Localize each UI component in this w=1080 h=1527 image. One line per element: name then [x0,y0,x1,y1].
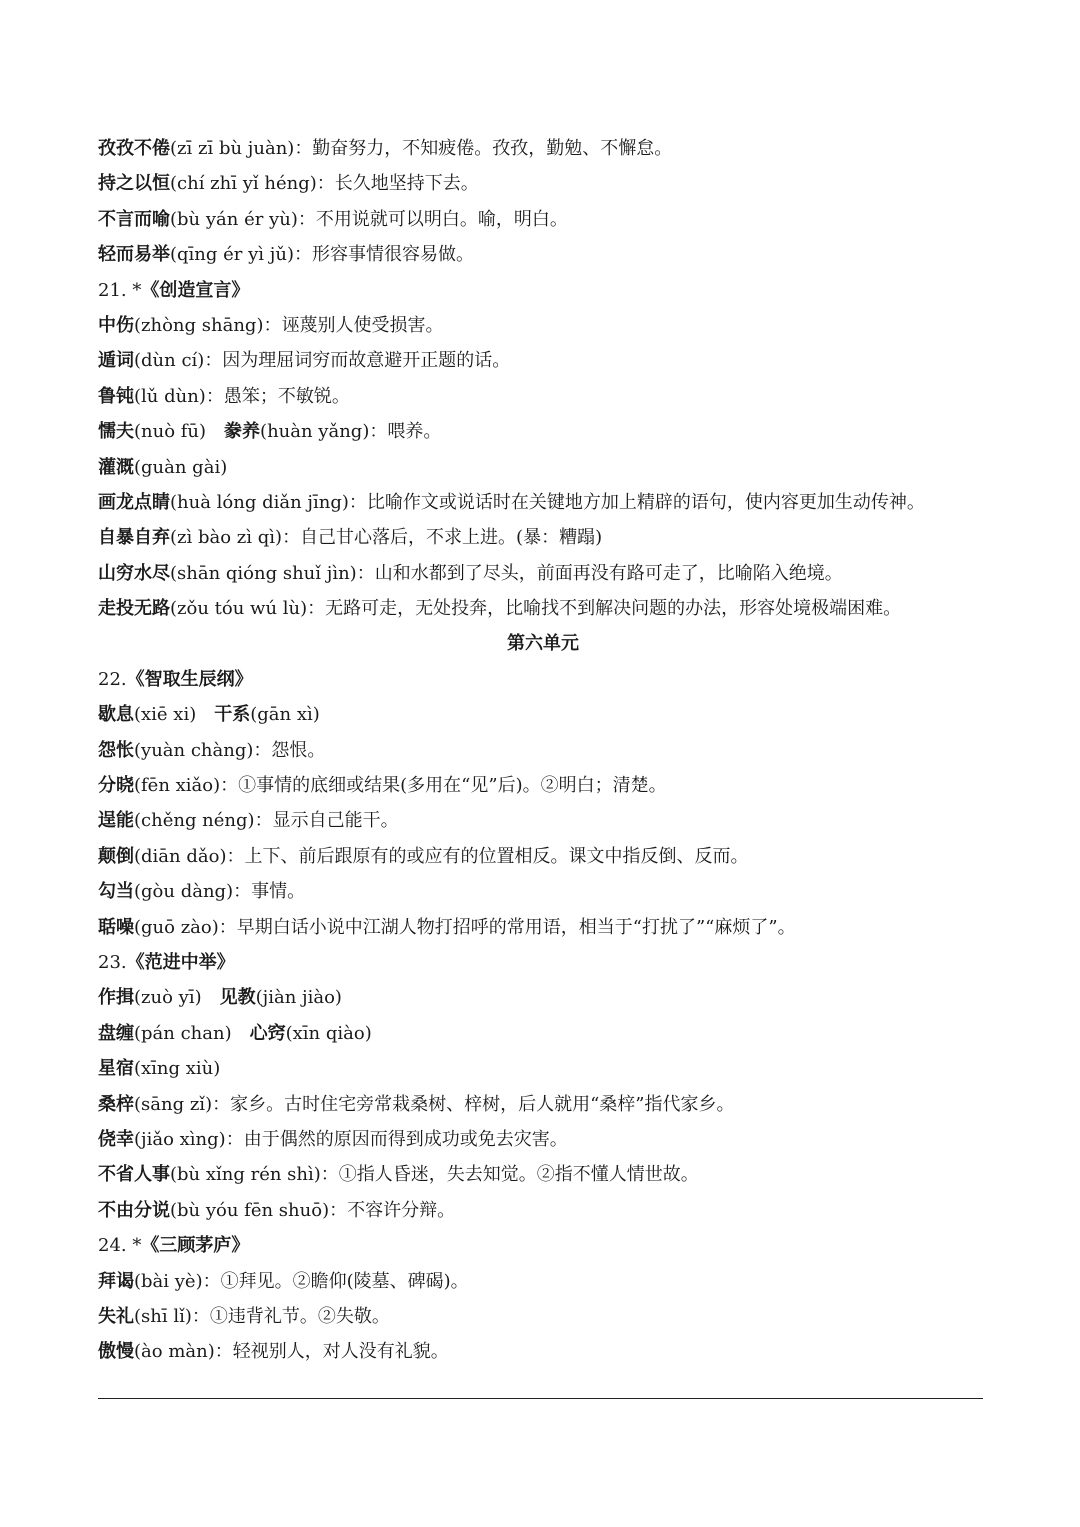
vocab-entry [98,414,988,449]
lesson-heading [98,273,988,308]
vocab-pinyin: (guàn gài) [134,456,228,478]
vocab-pinyin: (guō zào) [134,916,219,938]
vocab-pinyin: (sāng zǐ) [134,1093,213,1115]
vocab-entry [98,591,988,626]
vocab-term: 画龙点睛 [98,491,170,513]
vocab-term: 不言而喻 [98,208,170,230]
vocab-pinyin: (qīng ér yì jǔ) [170,244,294,266]
vocab-entry [98,450,988,485]
vocab-definition: ：事情。 [233,881,306,903]
vocab-pinyin: (fēn xiǎo) [134,775,221,797]
vocab-entry [98,1299,988,1334]
lesson-number: 21. * [98,279,142,301]
vocab-term: 星宿 [98,1058,134,1080]
vocab-pinyin: (xīng xiù) [134,1058,221,1080]
vocab-pinyin: (shī lǐ) [134,1305,192,1327]
vocab-pinyin: (gān xì) [250,704,320,726]
lesson-title: 《三顾茅庐》 [141,1235,250,1257]
vocab-entry [98,379,988,414]
vocab-entry [98,1157,988,1192]
vocab-pinyin: (nuò fū) [134,421,207,443]
vocab-term: 分晓 [98,775,134,797]
vocab-entry [98,1016,988,1051]
vocab-definition: ：喂养。 [369,421,442,443]
vocab-entry [98,980,988,1015]
vocab-pinyin: (jiàn jiào) [255,987,342,1009]
vocab-pinyin: (pán chan) [134,1022,232,1044]
vocab-definition: ：由于偶然的原因而得到成功或免去灾害。 [225,1128,568,1150]
vocab-term: 豢养 [224,421,261,443]
vocab-entry [98,308,988,343]
vocab-term: 聒噪 [98,916,134,938]
vocab-pinyin: (lǔ dùn) [134,385,206,407]
vocab-term: 鲁钝 [98,385,134,407]
lesson-title: 《创造宣言》 [141,279,250,301]
vocab-entry [98,202,988,237]
vocab-pinyin: (diān dǎo) [134,845,227,867]
vocab-term: 心窍 [249,1022,286,1044]
vocab-pinyin: (dùn cí) [134,350,205,372]
vocab-definition: ：上下、前后跟原有的或应有的位置相反。课文中指反倒、反而。 [226,845,749,867]
vocab-term: 拜谒 [98,1270,134,1292]
vocab-definition: ：诬蔑别人使受损害。 [263,314,444,336]
vocab-definition: ：①事情的底细或结果(多用在“见”后)。②明白；清楚。 [220,775,667,797]
vocab-term: 干系 [214,704,251,726]
vocab-term: 作揖 [98,987,134,1009]
unit-heading: 第六单元 [507,633,579,655]
document-body [98,131,988,1370]
vocab-term: 轻而易举 [98,244,170,266]
vocab-pinyin: (bù yán ér yù) [170,208,298,230]
vocab-entry [98,697,988,732]
vocab-entry [98,556,988,591]
vocab-definition: ：因为理屈词穷而故意避开正题的话。 [204,350,511,372]
vocab-pinyin: (bài yè) [134,1270,203,1292]
vocab-definition: ：无路可走，无处投奔，比喻找不到解决问题的办法，形容处境极端困难。 [307,598,902,620]
vocab-pinyin: (zì bào zì qì) [170,527,283,549]
vocab-pinyin: (huà lóng diǎn jīng) [170,491,349,513]
vocab-pinyin: (xiē xi) [134,704,197,726]
vocab-term: 盘缠 [98,1022,134,1044]
vocab-entry [98,1051,988,1086]
vocab-definition: ：长久地坚持下去。 [316,173,479,195]
vocab-definition: ：愚笨；不敏锐。 [205,385,350,407]
vocab-entry [98,803,988,838]
vocab-definition: ：轻视别人，对人没有礼貌。 [214,1341,449,1363]
vocab-pinyin: (shān qióng shuǐ jìn) [170,562,357,584]
vocab-term: 勾当 [98,881,134,903]
lesson-heading [98,1228,988,1263]
vocab-term: 不由分说 [98,1199,170,1221]
vocab-term: 桑梓 [98,1093,134,1115]
vocab-definition: ：①违背礼节。②失敬。 [191,1305,390,1327]
vocab-entry [98,131,988,166]
vocab-pinyin: (zǒu tóu wú lù) [170,598,308,620]
vocab-entry [98,166,988,201]
vocab-entry [98,910,988,945]
lesson-number: 23. [98,951,127,973]
vocab-term: 怨怅 [98,739,134,761]
vocab-entry [98,237,988,272]
vocab-pinyin: (chěng néng) [134,810,255,832]
vocab-definition: ：勤奋努力，不知疲倦。孜孜，勤勉、不懈怠。 [294,138,673,159]
vocab-pinyin: (gòu dàng) [134,881,234,903]
vocab-entry [98,874,988,909]
vocab-pinyin: (yuàn chàng) [134,739,254,761]
vocab-term: 山穷水尽 [98,562,170,584]
vocab-term: 自暴自弃 [98,527,170,549]
vocab-pinyin: (chí zhī yǐ héng) [170,173,317,195]
vocab-entry [98,1264,988,1299]
lesson-number: 24. * [98,1235,142,1257]
vocab-entry [98,343,988,378]
vocab-definition: ：显示自己能干。 [254,810,399,832]
lesson-title: 《范进中举》 [126,951,235,973]
lesson-title: 《智取生辰纲》 [126,668,253,690]
vocab-term: 中伤 [98,314,134,336]
vocab-pinyin: (zuò yī) [134,987,202,1009]
vocab-entry [98,1087,988,1122]
vocab-definition: ：早期白话小说中江湖人物打招呼的常用语，相当于“打扰了”“麻烦了”。 [218,916,796,938]
lesson-heading [98,945,988,980]
vocab-term: 颠倒 [98,845,134,867]
vocab-pinyin: (zī zī bù juàn) [170,138,295,159]
vocab-definition: ：自己甘心落后，不求上进。(暴：糟蹋) [282,527,603,549]
vocab-term: 侥幸 [98,1128,134,1150]
vocab-term: 懦夫 [98,421,134,443]
vocab-entry [98,1122,988,1157]
vocab-term: 孜孜不倦 [98,138,170,159]
vocab-definition: ：山和水都到了尽头，前面再没有路可走了，比喻陷入绝境。 [356,562,843,584]
vocab-pinyin: (xīn qiào) [285,1022,372,1044]
lesson-heading [98,662,988,697]
lesson-number: 22. [98,668,127,690]
vocab-definition: ：不容许分辩。 [329,1199,456,1221]
vocab-definition: ：家乡。古时住宅旁常栽桑树、梓树，后人就用“桑梓”指代家乡。 [212,1093,735,1115]
vocab-pinyin: (bù yóu fēn shuō) [170,1199,330,1221]
vocab-term: 遁词 [98,350,134,372]
vocab-entry [98,839,988,874]
vocab-definition: ：怨恨。 [253,739,326,761]
vocab-entry [98,1193,988,1228]
vocab-entry [98,520,988,555]
vocab-term: 歇息 [98,704,134,726]
vocab-definition: ：不用说就可以明白。喻，明白。 [297,208,568,230]
vocab-definition: ：①拜见。②瞻仰(陵墓、碑碣)。 [202,1270,469,1292]
vocab-term: 傲慢 [98,1341,134,1363]
vocab-term: 不省人事 [98,1164,170,1186]
vocab-definition: ：比喻作文或说话时在关键地方加上精辟的语句，使内容更加生动传神。 [348,491,925,513]
vocab-pinyin: (huàn yǎng) [260,421,370,443]
vocab-entry [98,768,988,803]
vocab-pinyin: (jiǎo xìng) [134,1128,226,1150]
vocab-definition: ：①指人昏迷，失去知觉。②指不懂人情世故。 [320,1164,699,1186]
vocab-term: 走投无路 [98,598,170,620]
vocab-entry [98,485,988,520]
vocab-entry [98,1334,988,1369]
vocab-term: 灌溉 [98,456,134,478]
footer-divider [98,1398,983,1399]
vocab-term: 逞能 [98,810,134,832]
vocab-pinyin: (zhòng shāng) [134,314,264,336]
vocab-pinyin: (ào màn) [134,1341,215,1363]
vocab-entry [98,733,988,768]
vocab-term: 见教 [219,987,256,1009]
vocab-definition: ：形容事情很容易做。 [293,244,474,266]
vocab-term: 持之以恒 [98,173,170,195]
vocab-pinyin: (bù xǐng rén shì) [170,1164,321,1186]
vocab-term: 失礼 [98,1305,134,1327]
